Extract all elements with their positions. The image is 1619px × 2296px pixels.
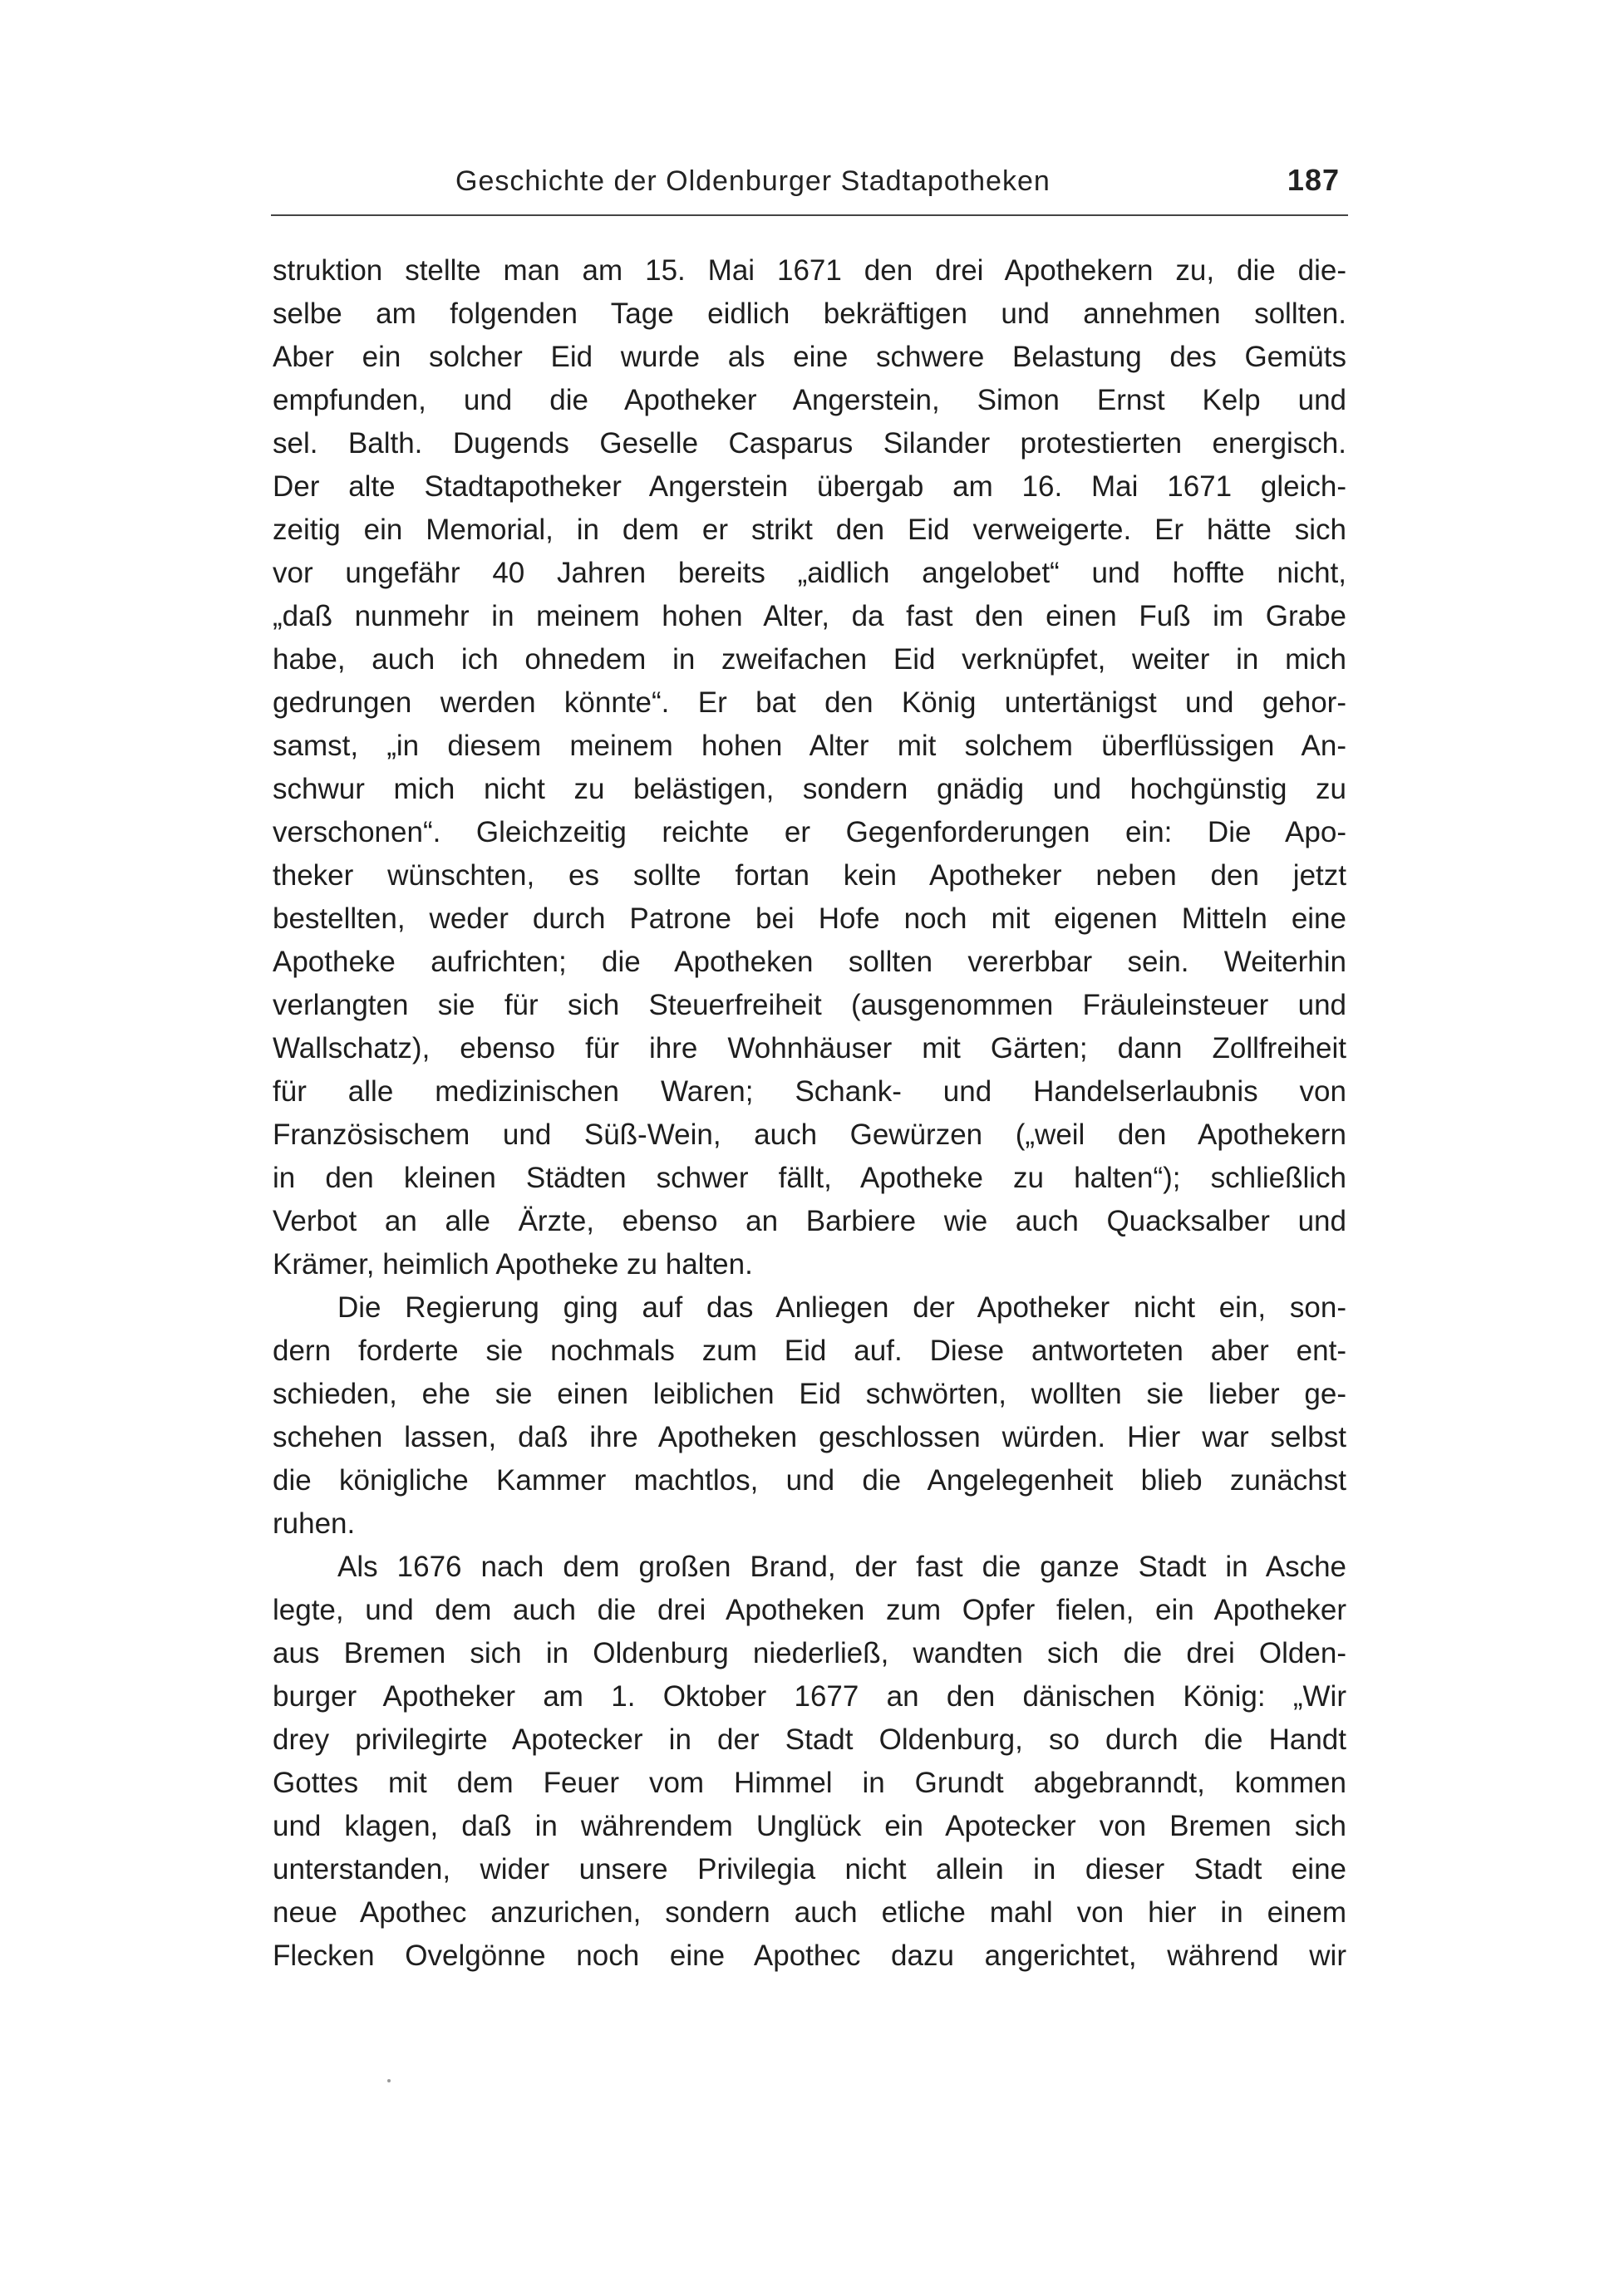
text-line: schehen lassen, daß ihre Apotheken geschlossen würden. Hier war selbst xyxy=(273,1421,1346,1453)
text-line: Die Regierung ging auf das Anliegen der Apotheker nicht ein, son- xyxy=(337,1291,1346,1324)
text-line: Flecken Ovelgönne noch eine Apothec dazu angerichtet, während wir xyxy=(273,1940,1346,1972)
text-line: zeitig ein Memorial, in dem er strikt den Eid verweigerte. Er hätte sich xyxy=(273,514,1346,546)
paragraph xyxy=(273,1286,1346,1546)
text-line: die königliche Kammer machtlos, und die Angelegenheit blieb zunächst xyxy=(273,1464,1346,1497)
paragraph xyxy=(273,1546,1346,1978)
text-line: Französischem und Süß-Wein, auch Gewürzen („weil den Apothekern xyxy=(273,1119,1346,1151)
text-line: Aber ein solcher Eid wurde als eine schwere Belastung des Gemüts xyxy=(273,341,1346,373)
text-line: schwur mich nicht zu belästigen, sondern gnädig und hochgünstig zu xyxy=(273,773,1346,805)
text-line: Apotheke aufrichten; die Apotheken sollten vererbbar sein. Weiterhin xyxy=(273,946,1346,978)
text-line: in den kleinen Städten schwer fällt, Apotheke zu halten“); schließlich xyxy=(273,1162,1346,1194)
text-line: Gottes mit dem Feuer vom Himmel in Grundt abgebranndt, kommen xyxy=(273,1767,1346,1799)
text-line: Krämer, heimlich Apotheke zu halten. xyxy=(273,1248,753,1281)
text-line: ruhen. xyxy=(273,1507,356,1540)
text-line: habe, auch ich ohnedem in zweifachen Eid verknüpfet, weiter in mich xyxy=(273,643,1346,676)
text-line: dern forderte sie nochmals zum Eid auf. Diese antworteten aber ent- xyxy=(273,1335,1346,1367)
text-line: schieden, ehe sie einen leiblichen Eid schwörten, wollten sie lieber ge- xyxy=(273,1378,1346,1410)
text-line: selbe am folgenden Tage eidlich bekräftigen und annehmen sollten. xyxy=(273,297,1346,330)
page-number: 187 xyxy=(1287,163,1340,197)
running-head xyxy=(271,163,1348,209)
paragraph xyxy=(273,249,1346,1286)
text-line: unterstanden, wider unsere Privilegia nicht allein in dieser Stadt eine xyxy=(273,1853,1346,1885)
text-line: sel. Balth. Dugends Geselle Casparus Silander protestierten energisch. xyxy=(273,427,1346,460)
text-line: für alle medizinischen Waren; Schank- und Handelserlaubnis von xyxy=(273,1075,1346,1108)
text-line: theker wünschten, es sollte fortan kein Apotheker neben den jetzt xyxy=(273,859,1346,892)
text-line: Wallschatz), ebenso für ihre Wohnhäuser mit Gärten; dann Zollfreiheit xyxy=(273,1032,1346,1064)
text-line: legte, und dem auch die drei Apotheken zum Opfer fielen, ein Apotheker xyxy=(273,1594,1346,1626)
text-line: bestellten, weder durch Patrone bei Hofe noch mit eigenen Mitteln eine xyxy=(273,902,1346,935)
text-line: Verbot an alle Ärzte, ebenso an Barbiere wie auch Quacksalber und xyxy=(273,1205,1346,1237)
text-line: aus Bremen sich in Oldenburg niederließ, wandten sich die drei Olden- xyxy=(273,1637,1346,1669)
body-text xyxy=(273,249,1346,1978)
text-line: und klagen, daß in währendem Unglück ein Apotecker von Bremen sich xyxy=(273,1810,1346,1842)
scan-speck xyxy=(387,2079,391,2082)
text-line: neue Apothec anzurichen, sondern auch etliche mahl von hier in einem xyxy=(273,1896,1346,1929)
text-line: burger Apotheker am 1. Oktober 1677 an den dänischen König: „Wir xyxy=(273,1680,1346,1713)
text-line: „daß nunmehr in meinem hohen Alter, da fast den einen Fuß im Grabe xyxy=(273,600,1346,632)
text-line: samst, „in diesem meinem hohen Alter mit solchem überflüssigen An- xyxy=(273,730,1346,762)
text-line: struktion stellte man am 15. Mai 1671 den drei Apothekern zu, die die- xyxy=(273,254,1346,287)
text-line: verschonen“. Gleichzeitig reichte er Gegenforderungen ein: Die Apo- xyxy=(273,816,1346,848)
text-line: Der alte Stadtapotheker Angerstein übergab am 16. Mai 1671 gleich- xyxy=(273,470,1346,503)
text-line: gedrungen werden könnte“. Er bat den König untertänigst und gehor- xyxy=(273,686,1346,719)
text-line: empfunden, und die Apotheker Angerstein, Simon Ernst Kelp und xyxy=(273,384,1346,416)
text-line: verlangten sie für sich Steuerfreiheit (ausgenommen Fräuleinsteuer und xyxy=(273,989,1346,1021)
text-line: drey privilegirte Apotecker in der Stadt Oldenburg, so durch die Handt xyxy=(273,1723,1346,1756)
text-line: vor ungefähr 40 Jahren bereits „aidlich angelobet“ und hoffte nicht, xyxy=(273,557,1346,589)
text-line: Als 1676 nach dem großen Brand, der fast die ganze Stadt in Asche xyxy=(337,1551,1346,1583)
header-rule xyxy=(271,214,1348,216)
running-head-title: Geschichte der Oldenburger Stadtapotheken xyxy=(455,165,1051,197)
